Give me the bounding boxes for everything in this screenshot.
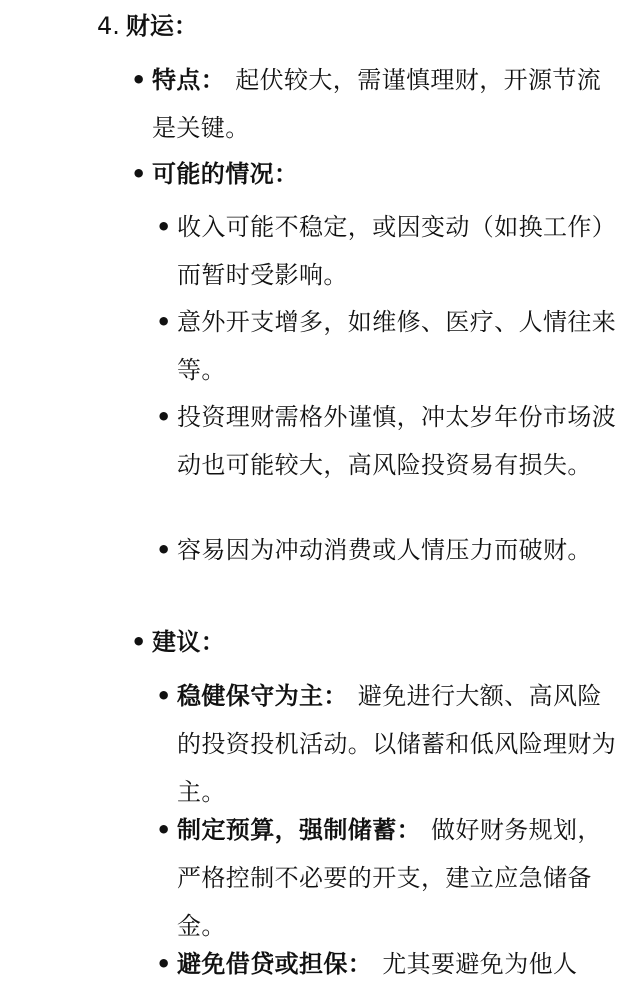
bullet-icon: • (156, 536, 172, 564)
item-text: 尤其要避免为他人 (382, 950, 578, 978)
list-item: 容易因为冲动消费或人情压力而破财。 (177, 536, 592, 564)
list-item-possible (152, 150, 620, 198)
item-text: 做好财务规划，严格控制不必要的开支，建立应急储备金。 (177, 816, 602, 940)
item-label: 特点： (152, 66, 226, 94)
list-item: 投资理财需格外谨慎，冲太岁年份市场波动也可能较大，高风险投资易有损失。 (177, 403, 617, 479)
bullet-icon: • (156, 682, 172, 710)
list-item-features (152, 56, 620, 152)
list-item-advice (152, 618, 620, 666)
list-item: 收入可能不稳定，或因变动（如换工作）而暂时受影响。 (177, 213, 617, 289)
section-title: 财运： (125, 12, 198, 40)
bullet-icon: • (156, 950, 172, 978)
section-heading (97, 6, 198, 46)
item-label: 可能的情况： (152, 160, 299, 188)
item-label: 避免借贷或担保： (177, 950, 373, 978)
item-text: 起伏较大，需谨慎理财，开源节流是关键。 (152, 66, 602, 142)
bullet-icon: • (156, 213, 172, 241)
bullet-icon: • (156, 403, 172, 431)
item-text: 避免进行大额、高风险的投资投机活动。以储蓄和低风险理财为主。 (177, 682, 617, 806)
bullet-icon: • (156, 308, 172, 336)
bullet-icon: • (156, 816, 172, 844)
list-item (177, 806, 617, 950)
list-item (177, 940, 617, 988)
list-item (177, 672, 617, 816)
bullet-icon: • (131, 66, 147, 94)
item-label: 稳健保守为主： (177, 682, 348, 710)
item-label: 制定预算，强制储蓄： (177, 816, 421, 844)
item-label: 建议： (152, 628, 226, 656)
bullet-icon: • (131, 628, 147, 656)
section-number: 4. (97, 12, 120, 40)
list-item: 意外开支增多，如维修、医疗、人情往来等。 (177, 308, 617, 384)
bullet-icon: • (131, 160, 147, 188)
